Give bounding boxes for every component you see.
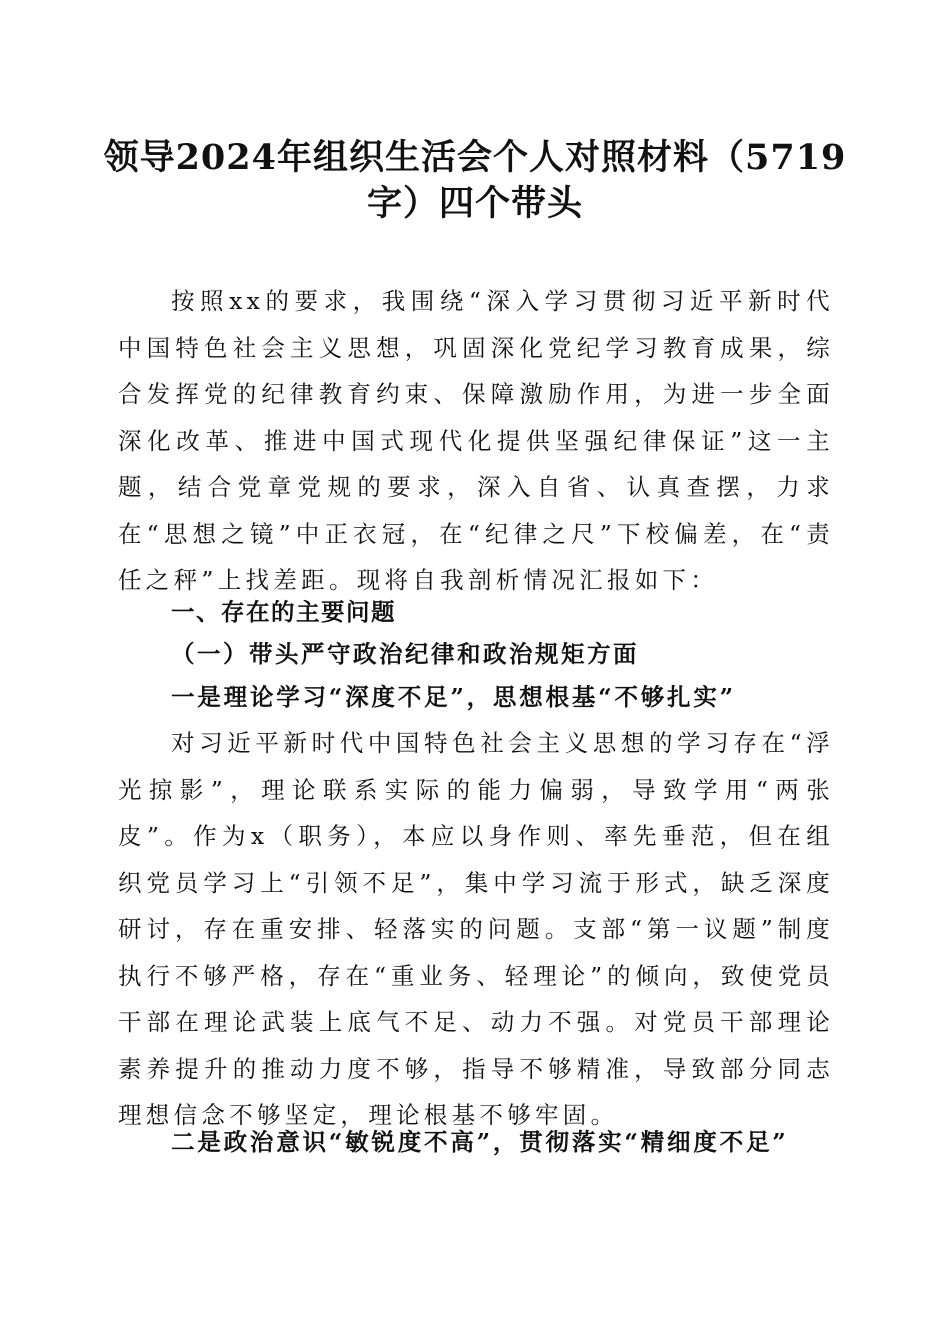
point-two-heading: 二是政治意识“敏锐度不高”，贯彻落实“精细度不足” <box>171 1128 789 1156</box>
section-heading: 一、存在的主要问题 <box>171 598 396 626</box>
point-one-body: 对习近平新时代中国特色社会主义思想的学习存在“浮光掠影”，理论联系实际的能力偏弱，导致学用“两张皮”。作为x（职务），本应以身作则、率先垂范，但在组织党员学习上“引领不足”，集中学习流于形式，缺乏深度研讨，存在重安排、轻落实的问题。支部“第一议题”制度执行不够严格，存在“重业务、轻理论”的倾向，致使党员干部在理论武装上底气不足、动力不强。对党员干部理论素养提升的推动力度不够，指导不够精准，导致部分同志理想信念不够坚定，理论根基不够牢固。 <box>118 729 834 1129</box>
intro-paragraph: 按照xx的要求，我围绕“深入学习贯彻习近平新时代中国特色社会主义思想，巩固深化党纪学习教育成果，综合发挥党的纪律教育约束、保障激励作用，为进一步全面深化改革、推进中国式现代化提供坚强纪律保证”这一主题，结合党章党规的要求，深入自省、认真查摆，力求在“思想之镜”中正衣冠，在“纪律之尺”下校偏差，在“责任之秤”上找差距。现将自我剖析情况汇报如下： <box>118 287 834 594</box>
point-one-heading: 一是理论学习“深度不足”，思想根基“不够扎实” <box>171 683 736 711</box>
document-title: 领导2024年组织生活会个人对照材料（5719字）四个带头 <box>103 137 847 224</box>
subsection-heading: （一）带头严守政治纪律和政治规矩方面 <box>171 640 639 668</box>
